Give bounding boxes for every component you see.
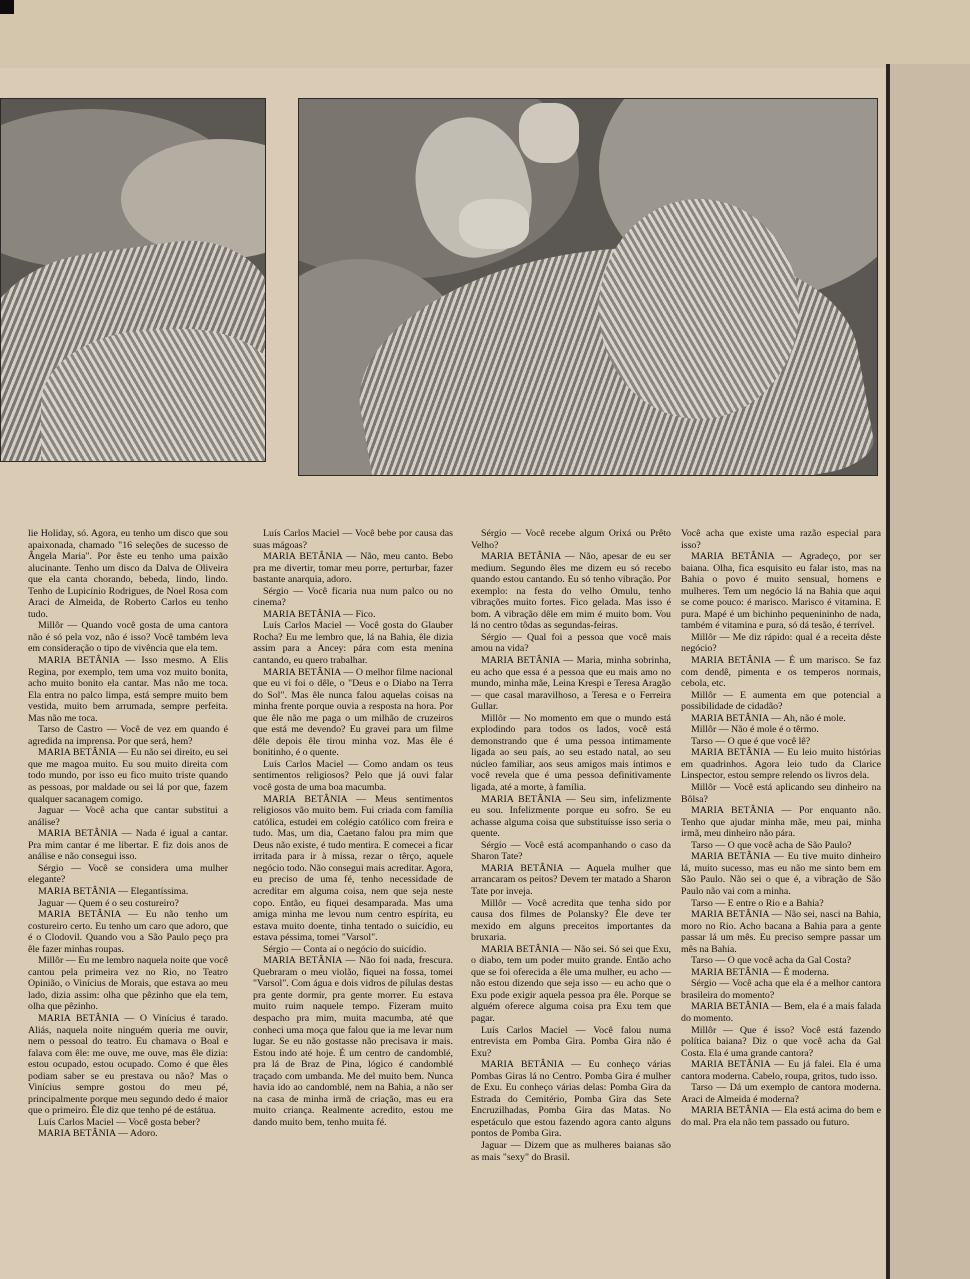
text-column-1 <box>28 528 228 1140</box>
paragraph: Millôr — Não é mole é o têrmo. <box>691 724 819 736</box>
paragraph: MARIA BETÂNIA — Não sei, nasci na Bahia, moro no Rio. Acho bacana a Bahia para a gente passar lá um mês. Eu preciso sempre passar um mês na Bahia. <box>681 909 881 955</box>
paragraph: Millôr — No momento em que o mundo está explodindo para todos os lados, você está demonstrando que é uma pessoa intimamente ligada ao seu país, ao seu estado natal, ao seu núcleo familiar, aos seus amigos mais íntimos e você revela que é uma pessoa definitivamente ligada, até a morte, à família. <box>471 712 671 794</box>
paragraph: Sérgio — Qual foi a pessoa que você mais amou na vida? <box>471 631 671 655</box>
paragraph: MARIA BETÂNIA — Fico. <box>263 608 376 620</box>
paragraph: MARIA BETÂNIA — Isso mesmo. A Elis Regina, por exemplo, tem uma voz muito bonita, acho muito bonito ela cantar. Mas não me toca. Ela entra no palco limpa, está sempre muito bem vestida, muito bem arrumada, sempre perfeita. Mas não me toca. <box>28 655 228 724</box>
paragraph: MARIA BETÂNIA — Maria, minha sobrinha, eu acho que essa é a pessoa que eu mais amo no mundo, minha mãe, Leina Krespi e Teresa Aragão — que casal maravilhoso, a Teresa e o Ferreira Gullar. <box>471 655 671 713</box>
paragraph: MARIA BETÂNIA — Agradeço, por ser baiana. Olha, fica esquisito eu falar isto, mas na Bahia o povo é muito sensual, homens e mulheres. Tem um negócio lá na Bahia que aqui se come pouco: é marisco. Marisco é vitamina. E pura. Mapé é um bichinho pequenininho de nada, também é vitamina e pura, só dá tesão, é terrível. <box>681 551 881 632</box>
paragraph: Sérgio — Você ficaria nua num palco ou no cinema? <box>253 585 453 609</box>
paragraph: Jaguar — Você acha que cantar substitui a análise? <box>28 805 228 828</box>
paragraph: MARIA BETÂNIA — Eu já falei. Ela é uma cantora moderna. Cabelo, roupa, gritos, tudo isso. <box>681 1059 881 1082</box>
paragraph: Luís Carlos Maciel — Você bebe por causa das suas mágoas? <box>253 528 453 551</box>
paragraph: MARIA BETÂNIA — Não sei. Só sei que Exu, o diabo, tem um poder muito grande. Então acho que se foi oferecida a êle uma mulher, eu acho — não estou dizendo que seja isso — eu acho que o Exu pode exigir aquela pessoa pra êle. Porque se alguém oferece alguma coisa pra Exu tem que pagar. <box>471 943 671 1024</box>
paragraph: MARIA BETÂNIA — Eu conheço várias Pombas Giras lá no Centro. Pomba Gira é mulher de Exu. Eu conheço várias delas: Pomba Gira da Estrada do Cemitério, Pomba Gira das Sete Encruzilhadas, Pomba Gira das Matas. No espetáculo que estou fazendo agora canto alguns pontos de Pomba Gira. <box>471 1059 671 1140</box>
paragraph: Millôr — Me diz rápido: qual é a receita dêste negócio? <box>681 631 881 655</box>
paragraph: Sérgio — Você recebe algum Orixá ou Prêto Velho? <box>471 528 671 551</box>
paragraph: Sérgio — Você acha que ela é a melhor cantora brasileira do momento? <box>681 978 881 1001</box>
paragraph: Tarso — E entre o Rio e a Bahia? <box>691 897 824 909</box>
paragraph: Jaguar — Dizem que as mulheres baianas são as mais "sexy" do Brasil. <box>471 1139 671 1163</box>
photo-left <box>0 98 266 462</box>
paragraph: MARIA BETÂNIA — Não, meu canto. Bebo pra me divertir, tomar meu porre, perturbar, fazer bastante anarquia, adoro. <box>253 551 453 586</box>
paragraph: MARIA BETÂNIA — É um marisco. Se faz com dendê, pimenta e os temperos normais, cebola, etc. <box>681 655 881 690</box>
paragraph: Millôr — E aumenta em que potencial a possibilidade de cidadão? <box>681 689 881 713</box>
paragraph: Tarso — O que você acha de São Paulo? <box>691 839 852 851</box>
paragraph: Millôr — Que é isso? Você está fazendo política baiana? Diz o que você acha da Gal Costa. Ela é uma grande cantora? <box>681 1024 881 1059</box>
paragraph: Tarso — Dá um exemplo de cantora moderna. Araci de Almeida é moderna? <box>681 1082 881 1105</box>
paragraph: Luís Carlos Maciel — Você falou numa entrevista em Pomba Gira. Pomba Gira não é Exu? <box>471 1024 671 1059</box>
paragraph: MARIA BETÂNIA — Meus sentimentos religiosos vão muito bem. Fui criada com família católica, estudei em colégio católico com freira e tudo. Mas, um dia, Caetano falou pra mim que Deus não existe, é tudo mentira. E comecei a ficar irritada para ir à missa, rezar o têrço, aquele negócio todo. Não consegui mais acreditar. Agora, eu preciso de uma fé, tenho necessidade de acreditar em alguma coisa, nem que seja neste copo. Então, eu fiquei desamparada. Mas uma amiga minha me levou num centro espírita, eu estava muito doente, tinha tentado o suicídio, eu estava péssima, tomei "Varsol". <box>253 793 453 944</box>
paragraph: MARIA BETÂNIA — Eu não tenho um costureiro certo. Eu tenho um caro que adoro, que é o Clodovil. Quando vou a São Paulo peço pra êle fazer minhas roupas. <box>28 909 228 955</box>
paragraph: MARIA BETÂNIA — O melhor filme nacional que eu vi foi o dêle, o "Deus e o Diabo na Terra do Sol". Mas êle nunca falou aquelas coisas na minha frente porque ouvia a resposta na hora. Por que êle não me paga o um milhão de cruzeiros que está me devendo? Eu gravei para um filme dêle depois êle tirou minha voz. Mas êle é bonitinho, é o quente. <box>253 666 453 759</box>
paragraph: MARIA BETÂNIA — Eu tive muito dinheiro lá, muito sucesso, mas eu não me sinto bem em São Paulo. Não sei o que é, a vibração de São Paulo não vai com a minha. <box>681 851 881 897</box>
paragraph: MARIA BETÂNIA — Seu sim, infelizmente eu sou. Infelizmente porque eu sofro. Se eu achasse alguma coisa que substituísse isso seria o quente. <box>471 793 671 840</box>
paragraph: Você acha que existe uma razão especial para isso? <box>681 528 881 551</box>
paragraph: Luís Carlos Maciel — Você gosta beber? <box>38 1116 200 1128</box>
paragraph: Millôr — Eu me lembro naquela noite que você cantou pela primeira vez no Rio, no Teatro Opinião, o Vinícius de Morais, que estava ao meu lado, dizia assim: olha que pêzinho que ela tem, olha que pêzinho. <box>28 955 228 1013</box>
paragraph: Sérgio — Você se considera uma mulher elegante? <box>28 862 228 886</box>
paragraph: Tarso — O que é que você lê? <box>691 735 811 747</box>
paragraph: lie Holiday, só. Agora, eu tenho um disco que sou apaixonada, chamado "16 seleções de sucesso de Ângela Maria". Por êste eu tenho uma paixão alucinante. Tenho um disco da Dalva de Oliveira que ela canta chorando, bebeda, lindo, lindo. Tenho de Lupicínio Rodrigues, de Noel Rosa com Araci de Almeida, de Roberto Carlos eu tenho tudo. <box>28 528 228 620</box>
paragraph: MARIA BETÂNIA — Bem, ela é a mais falada do momento. <box>681 1001 881 1024</box>
photo-right-portrait <box>298 98 878 476</box>
paragraph: MARIA BETÂNIA — Aquela mulher que arrancaram os peitos? Devem ter matado a Sharon Tate por inveja. <box>471 862 671 897</box>
text-column-2 <box>253 528 453 1128</box>
paragraph: MARIA BETÂNIA — Ela está acima do bem e do mal. Pra ela não tem passado ou futuro. <box>681 1105 881 1128</box>
text-column-3 <box>471 528 671 1163</box>
paragraph: MARIA BETÂNIA — Ah, não é mole. <box>691 712 846 724</box>
paragraph: MARIA BETÂNIA — O Vinícius é tarado. Aliás, naquela noite ninguém queria me ouvir, nem o pessoal do teatro. Eu chamava o Boal e falava com êle: me ouve, me ouve, mas êle dizia: estou ocupado, estou ocupado. Como é que êles podiam saber se eu prestava ou não? Mas o Vinícius sempre gostou do meu pé, principalmente porque meu segundo dedo é maior que o primeiro. Êle diz que tenho pé de estátua. <box>28 1012 228 1117</box>
paragraph: MARIA BETÂNIA — Não foi nada, frescura. Quebraram o meu violão, fiquei na fossa, tomei "Varsol". Com água e dois vidros de pílulas destas pra gente dormir, pra gente morrer. Eu estava muito ruim naquele tempo. Fizeram muito despacho pra mim, muita macumba, até que conheci uma moça que falou que ia me levar num lugar. Se eu não gostasse não precisava ir mais. Estou indo até hoje. É um centro de candomblé, pra lá de Braz de Pina, lógico é candomblé traçado com umbanda. Me del muito bem. Nunca havia ido ao candomblé, nem na Bahia, a não ser na casa de minha irmã de criação, mas eu era muito criança. Realmente acredito, estou me dando muito bem, tenho muita fé. <box>253 955 453 1128</box>
paragraph: Luís Carlos Maciel — Como andam os teus sentimentos religiosos? Pelo que já ouvi falar você gosta de uma boa macumba. <box>253 758 453 794</box>
paper-right-margin <box>890 64 970 1279</box>
paragraph: MARIA BETÂNIA — Nada é igual a cantar. Pra mim cantar é me libertar. E fiz dois anos de análise e não consegui isso. <box>28 828 228 863</box>
paragraph: MARIA BETÂNIA — Por enquanto não. Tenho que ajudar minha mãe, meu pai, minha irmã, meu dinheiro não pára. <box>681 805 881 840</box>
paragraph: Sérgio — Você está acompanhando o caso da Sharon Tate? <box>471 839 671 863</box>
paragraph: MARIA BETÂNIA — Elegantíssima. <box>38 885 189 897</box>
paragraph: MARIA BETÂNIA — Não, apesar de eu ser medium. Segundo êles me dizem eu só recebo quando estou cantando. Eu só tenho vibração. Por exemplo: na festa do velho Omulu, tenho vibrações muito fortes. Fico gelada. Mas isso é bom. A vibração dêle em mim é muito bom. Vou lá no centro tôdas as segundas-feiras. <box>471 551 671 632</box>
text-column-4 <box>681 528 881 1128</box>
paragraph: Millôr — Você acredita que tenha sido por causa dos filmes de Polansky? Êle deve ter mexido em alguns preceitos importantes da bruxaria. <box>471 897 671 944</box>
paragraph: Luís Carlos Maciel — Você gosta do Glauber Rocha? Eu me lembro que, lá na Bahia, êle dizia assim para a Ancey: pára com esta menina cantando, eu quero trabalhar. <box>253 620 453 667</box>
paragraph: Tarso de Castro — Você de vez em quando é agredida na imprensa. Por que será, hem? <box>28 724 228 747</box>
corner-mark <box>0 0 14 14</box>
paragraph: Tarso — O que você acha da Gal Costa? <box>691 955 851 967</box>
paragraph: Jaguar — Quem é o seu costureiro? <box>38 897 179 909</box>
paragraph: Millôr — Você está aplicando seu dinheiro na Bôlsa? <box>681 782 881 805</box>
paragraph: Millôr — Quando você gosta de uma cantora não é só pela voz, não é isso? Você também leva em consideração o tipo de vivência que ela tem. <box>28 620 228 655</box>
page-edge-line <box>886 64 890 1279</box>
paragraph: MARIA BETÂNIA — É moderna. <box>691 966 829 978</box>
paragraph: MARIA BETÂNIA — Eu leio muito histórias em quadrinhos. Agora leio tudo da Clarice Linspector, estou sempre relendo os livros dela. <box>681 747 881 782</box>
paper-top-margin <box>0 0 970 68</box>
paragraph: MARIA BETÂNIA — Adoro. <box>38 1128 158 1140</box>
paragraph: MARIA BETÂNIA — Eu não sei direito, eu sei que me magoa muito. Eu sou muito direita com todo mundo, por isso eu fico muito triste quando as pessoas, por maldade ou sei lá por que, fazem qualquer sacanagem comigo. <box>28 747 228 805</box>
paragraph: Sérgio — Conta aí o negócio do suicídio. <box>263 943 427 955</box>
